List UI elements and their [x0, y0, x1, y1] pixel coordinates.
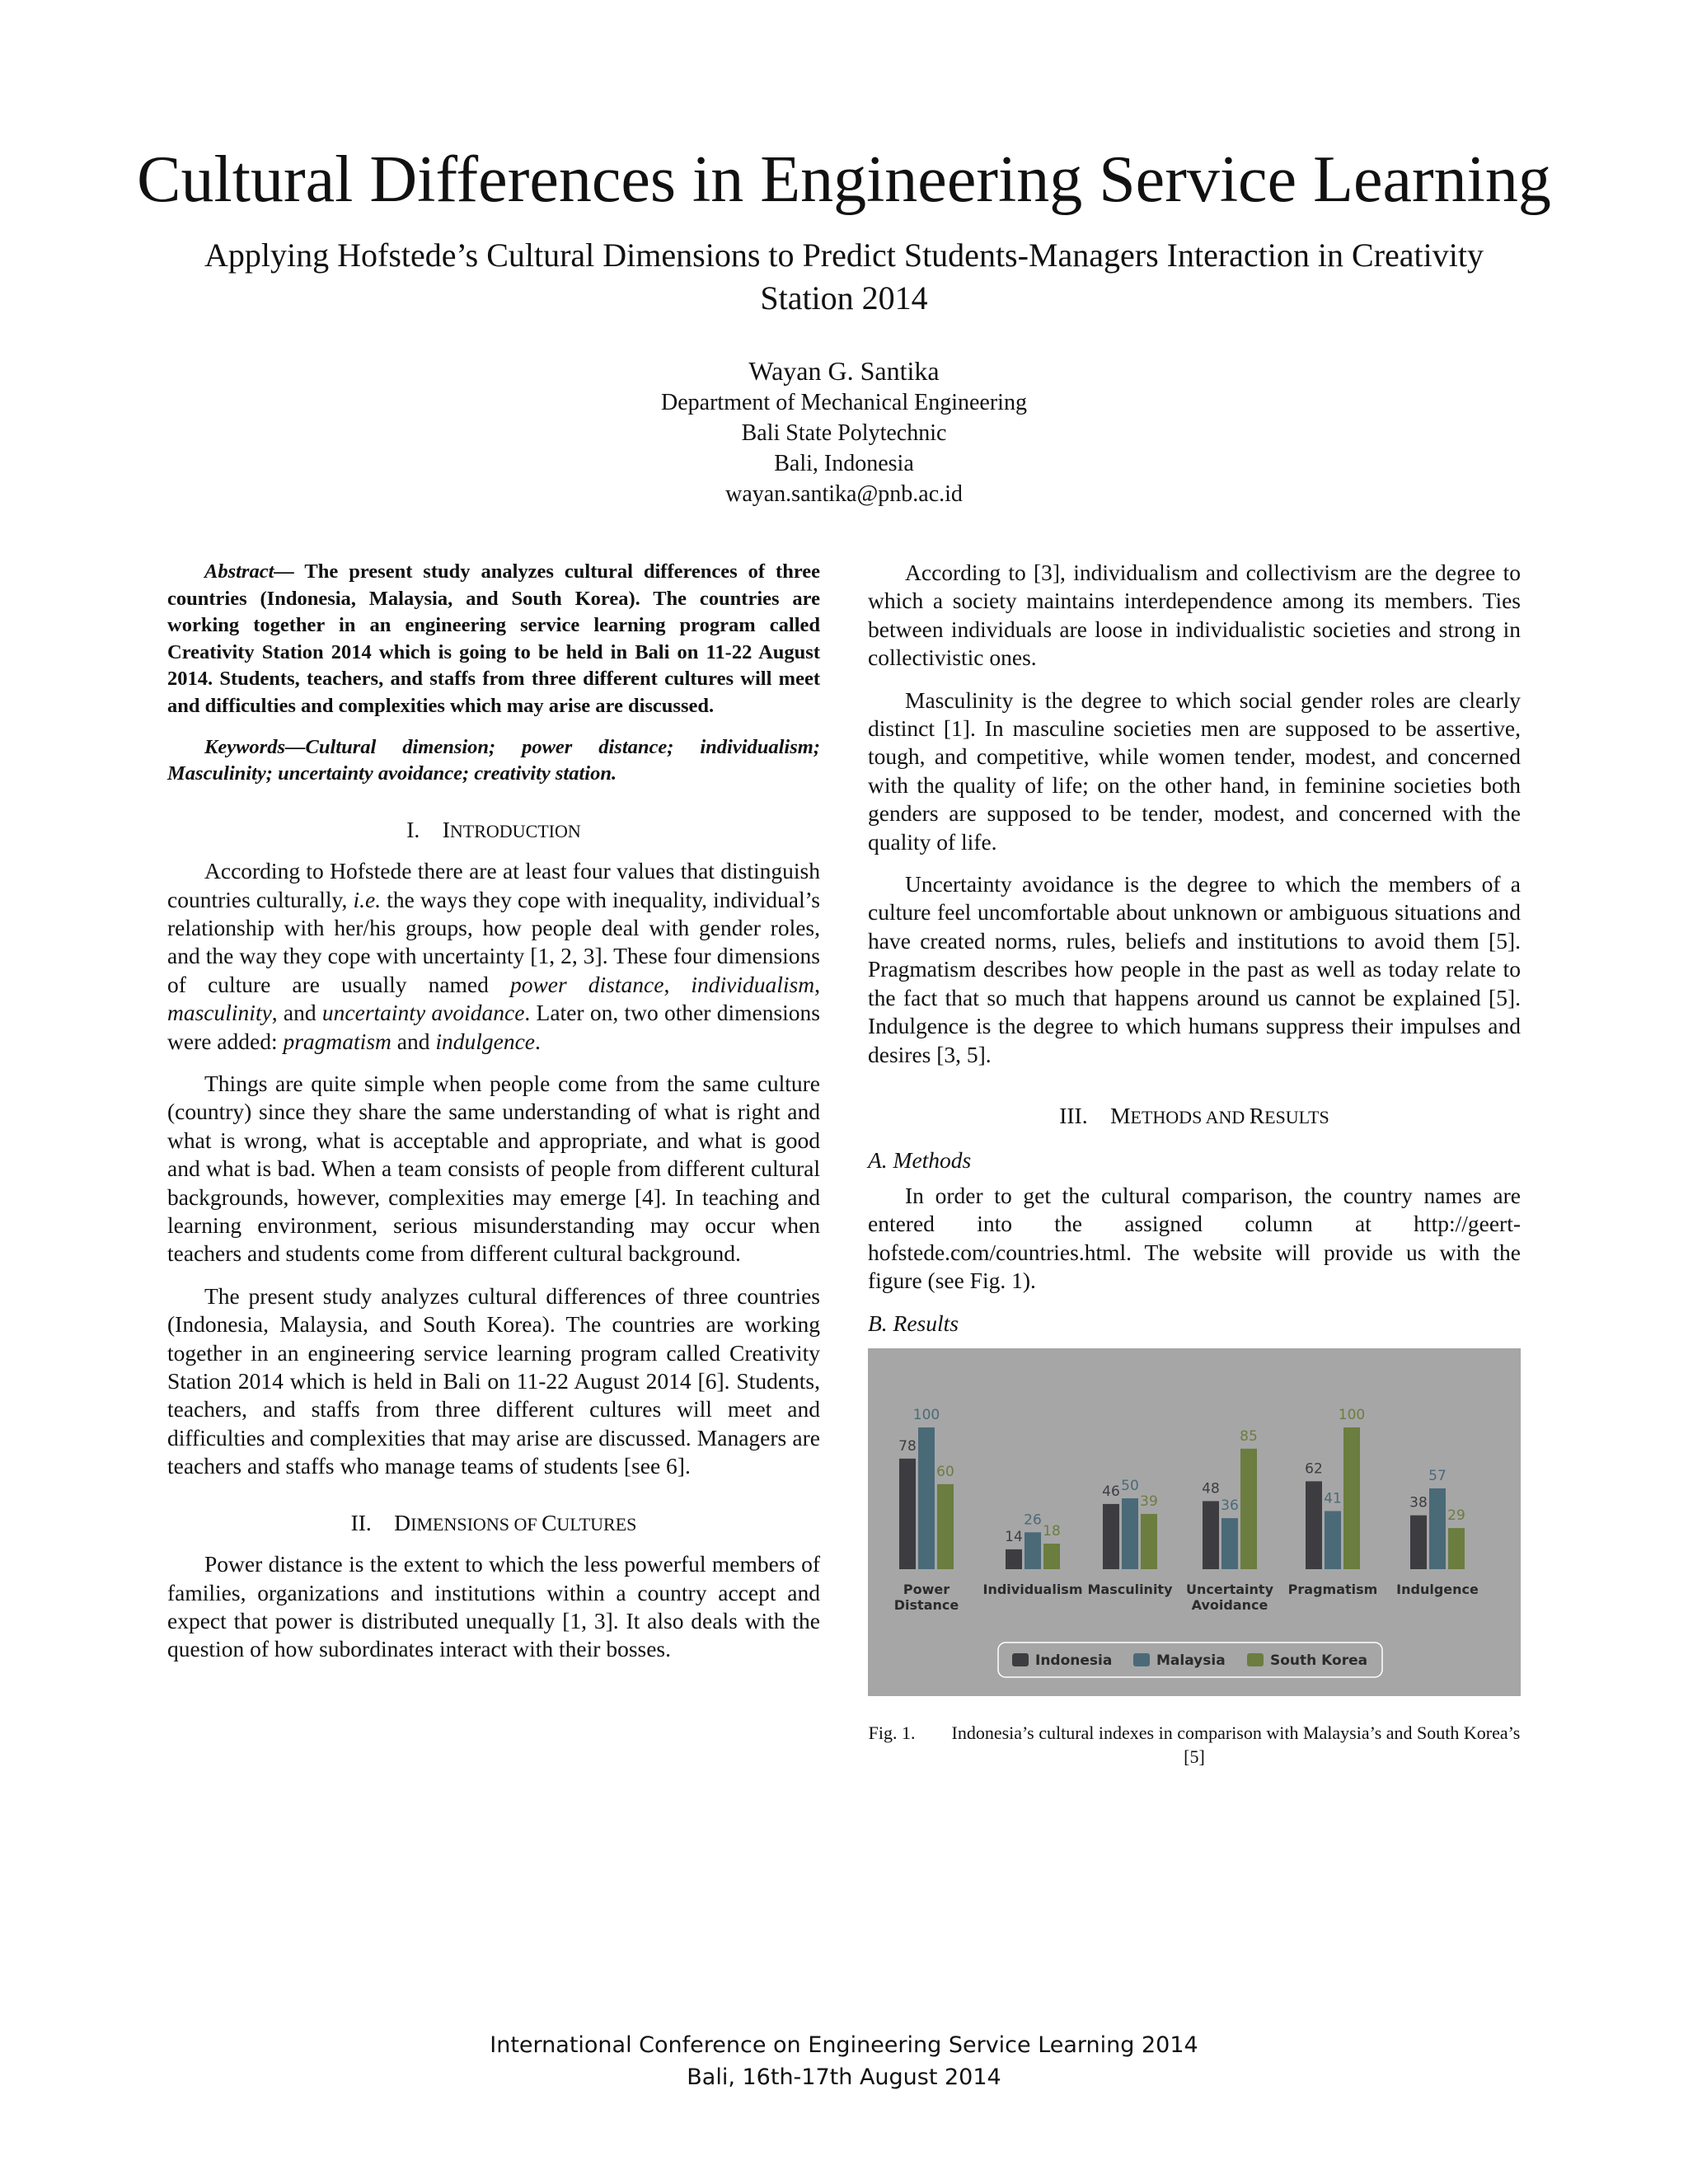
- left-column: [167, 559, 820, 1678]
- affiliation-institution: Bali State Polytechnic: [741, 420, 947, 446]
- data-label: 38: [1409, 1494, 1428, 1511]
- legend-swatch: [1133, 1653, 1150, 1666]
- data-label: 62: [1305, 1460, 1323, 1478]
- legend-label: South Korea: [1270, 1652, 1368, 1669]
- bar-chart: [868, 1348, 1521, 1696]
- bar-malaysia-2: [1122, 1498, 1138, 1569]
- figure-1-chart: [868, 1348, 1521, 1696]
- data-label: 60: [936, 1463, 954, 1480]
- bar-indonesia-5: [1410, 1515, 1427, 1568]
- data-label: 26: [1024, 1511, 1042, 1529]
- legend-swatch: [1247, 1653, 1264, 1666]
- data-label: 39: [1140, 1493, 1158, 1510]
- bar-malaysia-4: [1325, 1511, 1341, 1569]
- data-label: 41: [1324, 1490, 1342, 1507]
- abstract: [167, 559, 820, 720]
- abstract-text: The present study analyzes cultural differences of three countries (Indonesia, Malaysia, and South Korea). The countries are working together in an engineering service learning program called Creativity Station 2014 which is going to be held in Bali on 11-22 August 2014. Students, teachers, and staffs from three different cultures will meet and difficulties and complexities which may arise are discussed.: [167, 560, 820, 717]
- bar-south-korea-2: [1141, 1514, 1157, 1569]
- data-label: 50: [1121, 1477, 1139, 1494]
- bar-south-korea-5: [1448, 1528, 1465, 1569]
- section-heading-introduction: I. INTRODUCTION: [406, 816, 581, 842]
- author-email: wayan.santika@pnb.ac.id: [725, 481, 963, 507]
- bar-south-korea-0: [937, 1484, 954, 1569]
- category-label: Avoidance: [1191, 1596, 1268, 1613]
- paper-header: [0, 140, 1688, 509]
- bar-malaysia-0: [918, 1427, 935, 1569]
- category-label: Indulgence: [1396, 1581, 1479, 1597]
- data-label: 29: [1447, 1507, 1465, 1524]
- category-label: Pragmatism: [1287, 1581, 1378, 1597]
- data-label: 46: [1102, 1483, 1120, 1500]
- figure-caption: Fig. 1. Indonesia’s cultural indexes in comparison with Malaysia’s and South Korea’s [5]: [868, 1722, 1521, 1767]
- bar-indonesia-3: [1203, 1501, 1219, 1569]
- category-label: Uncertainty: [1185, 1581, 1274, 1597]
- bar-indonesia-4: [1306, 1481, 1322, 1569]
- bar-south-korea-1: [1043, 1544, 1060, 1569]
- author-name: Wayan G. Santika: [748, 356, 940, 386]
- footer: [0, 2029, 1688, 2093]
- section-heading-dimensions: II. DIMENSIONS OF CULTURES: [350, 1509, 637, 1535]
- bar-indonesia-0: [899, 1459, 916, 1569]
- dimensions-paragraph-1: Power distance is the extent to which the less powerful members of families, organizations and institutions within a country accept and expect that power is distributed unequally [1, 3]. It also deals with the question of how subordinates interact with their bosses.: [167, 1551, 820, 1662]
- dimensions-paragraph-3: Masculinity is the degree to which social gender roles are clearly distinct [1]. In masculine societies men are supposed to be assertive, tough, and competitive, while women tender, modest, and concerned with the quality of life; on the other hand, in feminine societies both genders are supposed to be tender, modest, and concerned with the quality of life.: [868, 687, 1521, 855]
- category-label: Masculinity: [1087, 1581, 1173, 1597]
- data-label: 18: [1043, 1522, 1061, 1540]
- data-label: 57: [1428, 1467, 1447, 1484]
- bar-malaysia-5: [1429, 1488, 1446, 1569]
- dimensions-paragraph-2: According to [3], individualism and collectivism are the degree to which a society maintains interdependence among its members. Ties between individuals are loose in individualistic societies and strong in collectivistic ones.: [868, 560, 1521, 671]
- data-label: 100: [1338, 1406, 1366, 1423]
- abstract-label: Abstract—: [204, 560, 294, 583]
- data-label: 78: [898, 1437, 917, 1455]
- dimensions-paragraph-4: Uncertainty avoidance is the degree to which the members of a culture feel uncomfortable about unknown or ambiguous situations and have created norms, rules, beliefs and institutions to avoid them [5]. Pragmatism describes how people in the past as well as today relate to the fact that so much that happens around us cannot be explained [5]. Indulgence is the degree to which humans suppress their impulses and desires [3, 5].: [868, 871, 1521, 1067]
- affiliation-department: Department of Mechanical Engineering: [661, 390, 1027, 415]
- legend-label: Malaysia: [1156, 1652, 1226, 1669]
- data-label: 100: [912, 1406, 940, 1423]
- footer-date: Bali, 16th-17th August 2014: [687, 2064, 1001, 2090]
- bar-south-korea-3: [1240, 1449, 1257, 1569]
- right-column: [868, 559, 1521, 1769]
- data-label: 14: [1005, 1528, 1023, 1545]
- category-label: Power: [903, 1581, 950, 1597]
- section-heading-methods-results: III. METHODS AND RESULTS: [1059, 1102, 1329, 1128]
- data-label: 36: [1221, 1497, 1239, 1514]
- data-label: 48: [1202, 1480, 1220, 1497]
- intro-paragraph-3: The present study analyzes cultural differences of three countries (Indonesia, Malaysia, and South Korea). The countries are working together in an engineering service learning program called Creativity Station 2014 which is held in Bali on 11-22 August 2014 [6]. Students, teachers, and staffs from three different cultures will meet and difficulties and complexities that may arise are discussed. Managers are teachers and staffs who manage teams of students [see 6].: [167, 1282, 820, 1479]
- bar-indonesia-1: [1006, 1549, 1022, 1569]
- paper-subtitle: Applying Hofstede’s Cultural Dimensions to Predict Students-Managers Interaction in Creativity Station 2014: [204, 237, 1484, 316]
- subsection-results: B. Results: [868, 1310, 959, 1337]
- data-label: 85: [1240, 1427, 1258, 1445]
- category-label: Individualism: [982, 1581, 1083, 1597]
- paper-title: Cultural Differences in Engineering Service Learning: [137, 143, 1551, 216]
- affiliation-location: Bali, Indonesia: [774, 451, 914, 476]
- legend-swatch: [1012, 1653, 1029, 1666]
- subsection-methods: A. Methods: [868, 1147, 972, 1174]
- keywords: Keywords—Cultural dimension; power distance; individualism; Masculinity; uncertainty avoidance; creativity station.: [167, 735, 820, 785]
- intro-paragraph-2: Things are quite simple when people come from the same culture (country) since they share the same understanding of what is right and what is wrong, what is acceptable and appropriate, and what is good and what is bad. When a team consists of people from different cultural backgrounds, however, complexities may emerge [4]. In teaching and learning environment, serious misunderstanding may occur when teachers and students come from different cultural background.: [167, 1071, 820, 1267]
- bar-south-korea-4: [1343, 1427, 1360, 1569]
- bar-indonesia-2: [1103, 1504, 1119, 1569]
- category-label: Distance: [893, 1596, 959, 1613]
- methods-paragraph: In order to get the cultural comparison, the country names are entered into the assigned column at http://geert-hofstede.com/countries.html. The website will provide us with the figure (see Fig. 1).: [868, 1182, 1521, 1293]
- bar-malaysia-3: [1221, 1518, 1238, 1569]
- bar-malaysia-1: [1025, 1532, 1041, 1569]
- footer-conference: International Conference on Engineering Service Learning 2014: [490, 2032, 1198, 2058]
- legend-label: Indonesia: [1035, 1652, 1113, 1669]
- intro-paragraph-1: According to Hofstede there are at least four values that distinguish countries culturally, i.e. the ways they cope with inequality, individual’s relationship with her/his groups, how people deal with gender roles, and the way they cope with uncertainty [1, 2, 3]. These four dimensions of culture are usually named power distance, individualism, masculinity, and uncertainty avoidance. Later on, two other dimensions were added: pragmatism and indulgence.: [167, 858, 821, 1054]
